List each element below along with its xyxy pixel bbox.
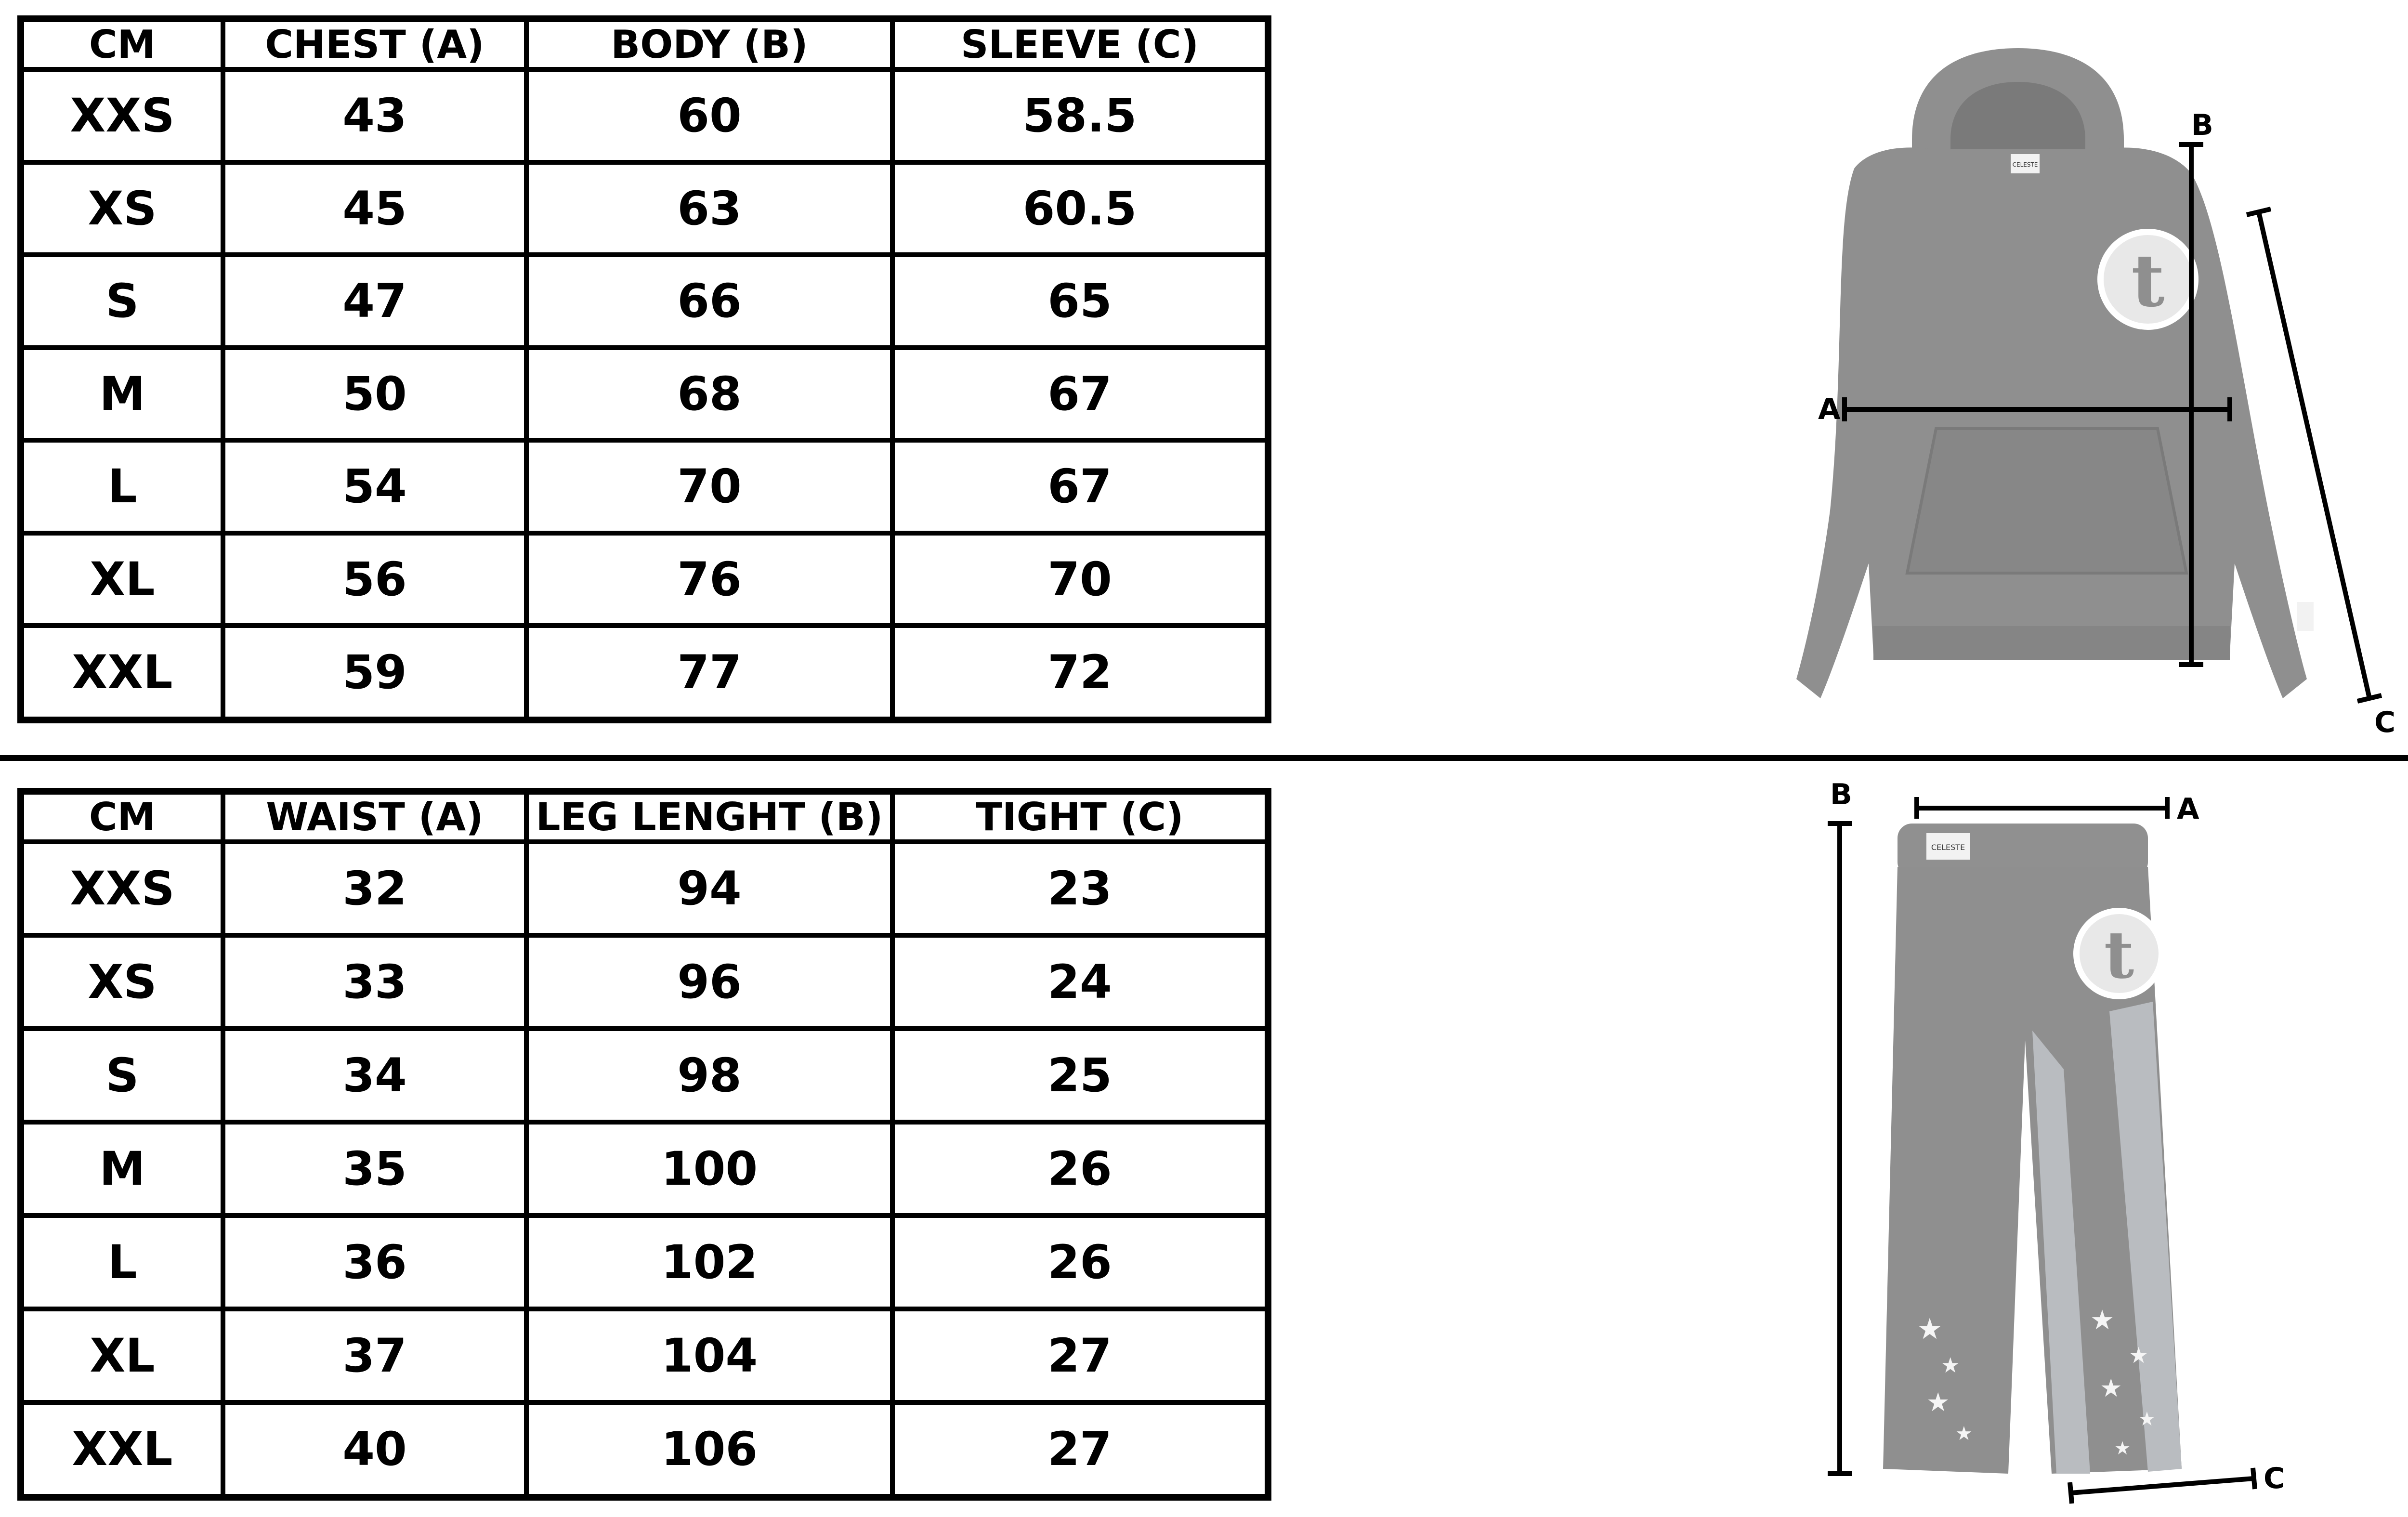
thigh-measure-line — [2071, 1478, 2254, 1493]
measurement-cell: 32 — [223, 842, 526, 935]
measurement-cell: 65 — [892, 255, 1268, 348]
size-label-cell: XXS — [21, 842, 223, 935]
measurement-cell: 60 — [526, 69, 892, 162]
measurement-cell: 56 — [223, 533, 526, 626]
svg-text:★: ★ — [2090, 1305, 2115, 1336]
svg-text:★: ★ — [1917, 1312, 1943, 1346]
measurement-cell: 25 — [892, 1029, 1268, 1122]
measurement-cell: 77 — [526, 626, 892, 720]
measurement-cell: 43 — [223, 69, 526, 162]
dim-label-a: A — [1818, 392, 1841, 426]
measurement-cell: 27 — [892, 1309, 1268, 1402]
column-header: BODY (B) — [526, 19, 892, 69]
table-row — [21, 1029, 1268, 1122]
size-label-cell: XS — [21, 162, 223, 255]
table-row — [21, 533, 1268, 626]
measurement-cell: 47 — [223, 255, 526, 348]
measurement-cell: 50 — [223, 348, 526, 441]
table-row — [21, 348, 1268, 441]
measurement-cell: 102 — [526, 1216, 892, 1309]
size-label-cell: XL — [21, 1309, 223, 1402]
badge-letter: t — [2104, 916, 2134, 993]
size-label-cell: XXS — [21, 69, 223, 162]
measurement-cell: 40 — [223, 1402, 526, 1497]
measurement-cell: 100 — [526, 1122, 892, 1216]
measurement-cell: 76 — [526, 533, 892, 626]
hoodie-table-header-row — [21, 19, 1268, 69]
table-row — [21, 1402, 1268, 1497]
column-header: LEG LENGHT (B) — [526, 791, 892, 842]
size-label-cell: XL — [21, 533, 223, 626]
pants-table-header-row — [21, 791, 1268, 842]
table-row — [21, 440, 1268, 533]
chest-badge — [2097, 229, 2199, 330]
table-row — [21, 1309, 1268, 1402]
measurement-cell: 104 — [526, 1309, 892, 1402]
measurement-cell: 106 — [526, 1402, 892, 1497]
pants-table-body — [21, 842, 1268, 1497]
size-label-cell: XS — [21, 935, 223, 1029]
table-row — [21, 1216, 1268, 1309]
hoodie-illustration — [1796, 48, 2314, 698]
hoodie-measurement-diagram — [1710, 29, 2408, 742]
measurement-cell: 59 — [223, 626, 526, 720]
measurement-cell: 70 — [526, 440, 892, 533]
pants-measurement-diagram — [1782, 771, 2312, 1512]
measurement-cell: 23 — [892, 842, 1268, 935]
measurement-cell: 27 — [892, 1402, 1268, 1497]
pants-illustration — [1883, 824, 2182, 1474]
measurement-cell: 35 — [223, 1122, 526, 1216]
measurement-cell: 70 — [892, 533, 1268, 626]
thigh-badge — [2073, 908, 2165, 999]
dim-label-c: C — [2264, 1462, 2285, 1495]
size-label-cell: M — [21, 1122, 223, 1216]
column-header: WAIST (A) — [223, 791, 526, 842]
dim-label-b: B — [2191, 108, 2213, 142]
table-row — [21, 255, 1268, 348]
hoodie-size-table — [17, 15, 1271, 723]
table-row — [21, 626, 1268, 720]
size-label-cell: L — [21, 440, 223, 533]
table-row — [21, 935, 1268, 1029]
waist-tag-text: CELESTE — [1931, 843, 1965, 852]
svg-text:★: ★ — [2114, 1438, 2131, 1459]
measurement-cell: 63 — [526, 162, 892, 255]
measurement-cell: 26 — [892, 1216, 1268, 1309]
measurement-cell: 58.5 — [892, 69, 1268, 162]
size-label-cell: S — [21, 255, 223, 348]
size-label-cell: XXL — [21, 626, 223, 720]
dim-label-c: C — [2374, 706, 2396, 739]
measurement-cell: 26 — [892, 1122, 1268, 1216]
measurement-cell: 37 — [223, 1309, 526, 1402]
svg-text:★: ★ — [2129, 1342, 2149, 1368]
size-label-cell: L — [21, 1216, 223, 1309]
measurement-cell: 67 — [892, 440, 1268, 533]
pants-size-table — [17, 788, 1271, 1501]
measurement-cell: 60.5 — [892, 162, 1268, 255]
measurement-cell: 33 — [223, 935, 526, 1029]
column-header: CM — [21, 19, 223, 69]
measurement-cell: 24 — [892, 935, 1268, 1029]
svg-text:★: ★ — [2138, 1408, 2156, 1430]
table-row — [21, 69, 1268, 162]
section-divider — [0, 755, 2408, 761]
measurement-cell: 72 — [892, 626, 1268, 720]
table-row — [21, 842, 1268, 935]
column-header: TIGHT (C) — [892, 791, 1268, 842]
dim-label-a: A — [2177, 792, 2199, 826]
hoodie-table-body — [21, 69, 1268, 720]
measurement-cell: 54 — [223, 440, 526, 533]
size-label-cell: M — [21, 348, 223, 441]
column-header: SLEEVE (C) — [892, 19, 1268, 69]
measurement-cell: 96 — [526, 935, 892, 1029]
measurement-cell: 94 — [526, 842, 892, 935]
measurement-cell: 45 — [223, 162, 526, 255]
svg-text:★: ★ — [1926, 1387, 1950, 1417]
table-row — [21, 1122, 1268, 1216]
measurement-cell: 36 — [223, 1216, 526, 1309]
svg-text:★: ★ — [1941, 1353, 1960, 1378]
svg-text:★: ★ — [2100, 1374, 2122, 1403]
column-header: CM — [21, 791, 223, 842]
measurement-cell: 68 — [526, 348, 892, 441]
measurement-cell: 66 — [526, 255, 892, 348]
svg-text:★: ★ — [1955, 1423, 1973, 1445]
badge-letter: t — [2131, 238, 2165, 323]
size-label-cell: S — [21, 1029, 223, 1122]
measurement-cell: 67 — [892, 348, 1268, 441]
neck-tag-text: CELESTE — [2012, 161, 2038, 168]
column-header: CHEST (A) — [223, 19, 526, 69]
measurement-cell: 34 — [223, 1029, 526, 1122]
measurement-cell: 98 — [526, 1029, 892, 1122]
size-label-cell: XXL — [21, 1402, 223, 1497]
table-row — [21, 162, 1268, 255]
dim-label-b: B — [1830, 778, 1852, 811]
